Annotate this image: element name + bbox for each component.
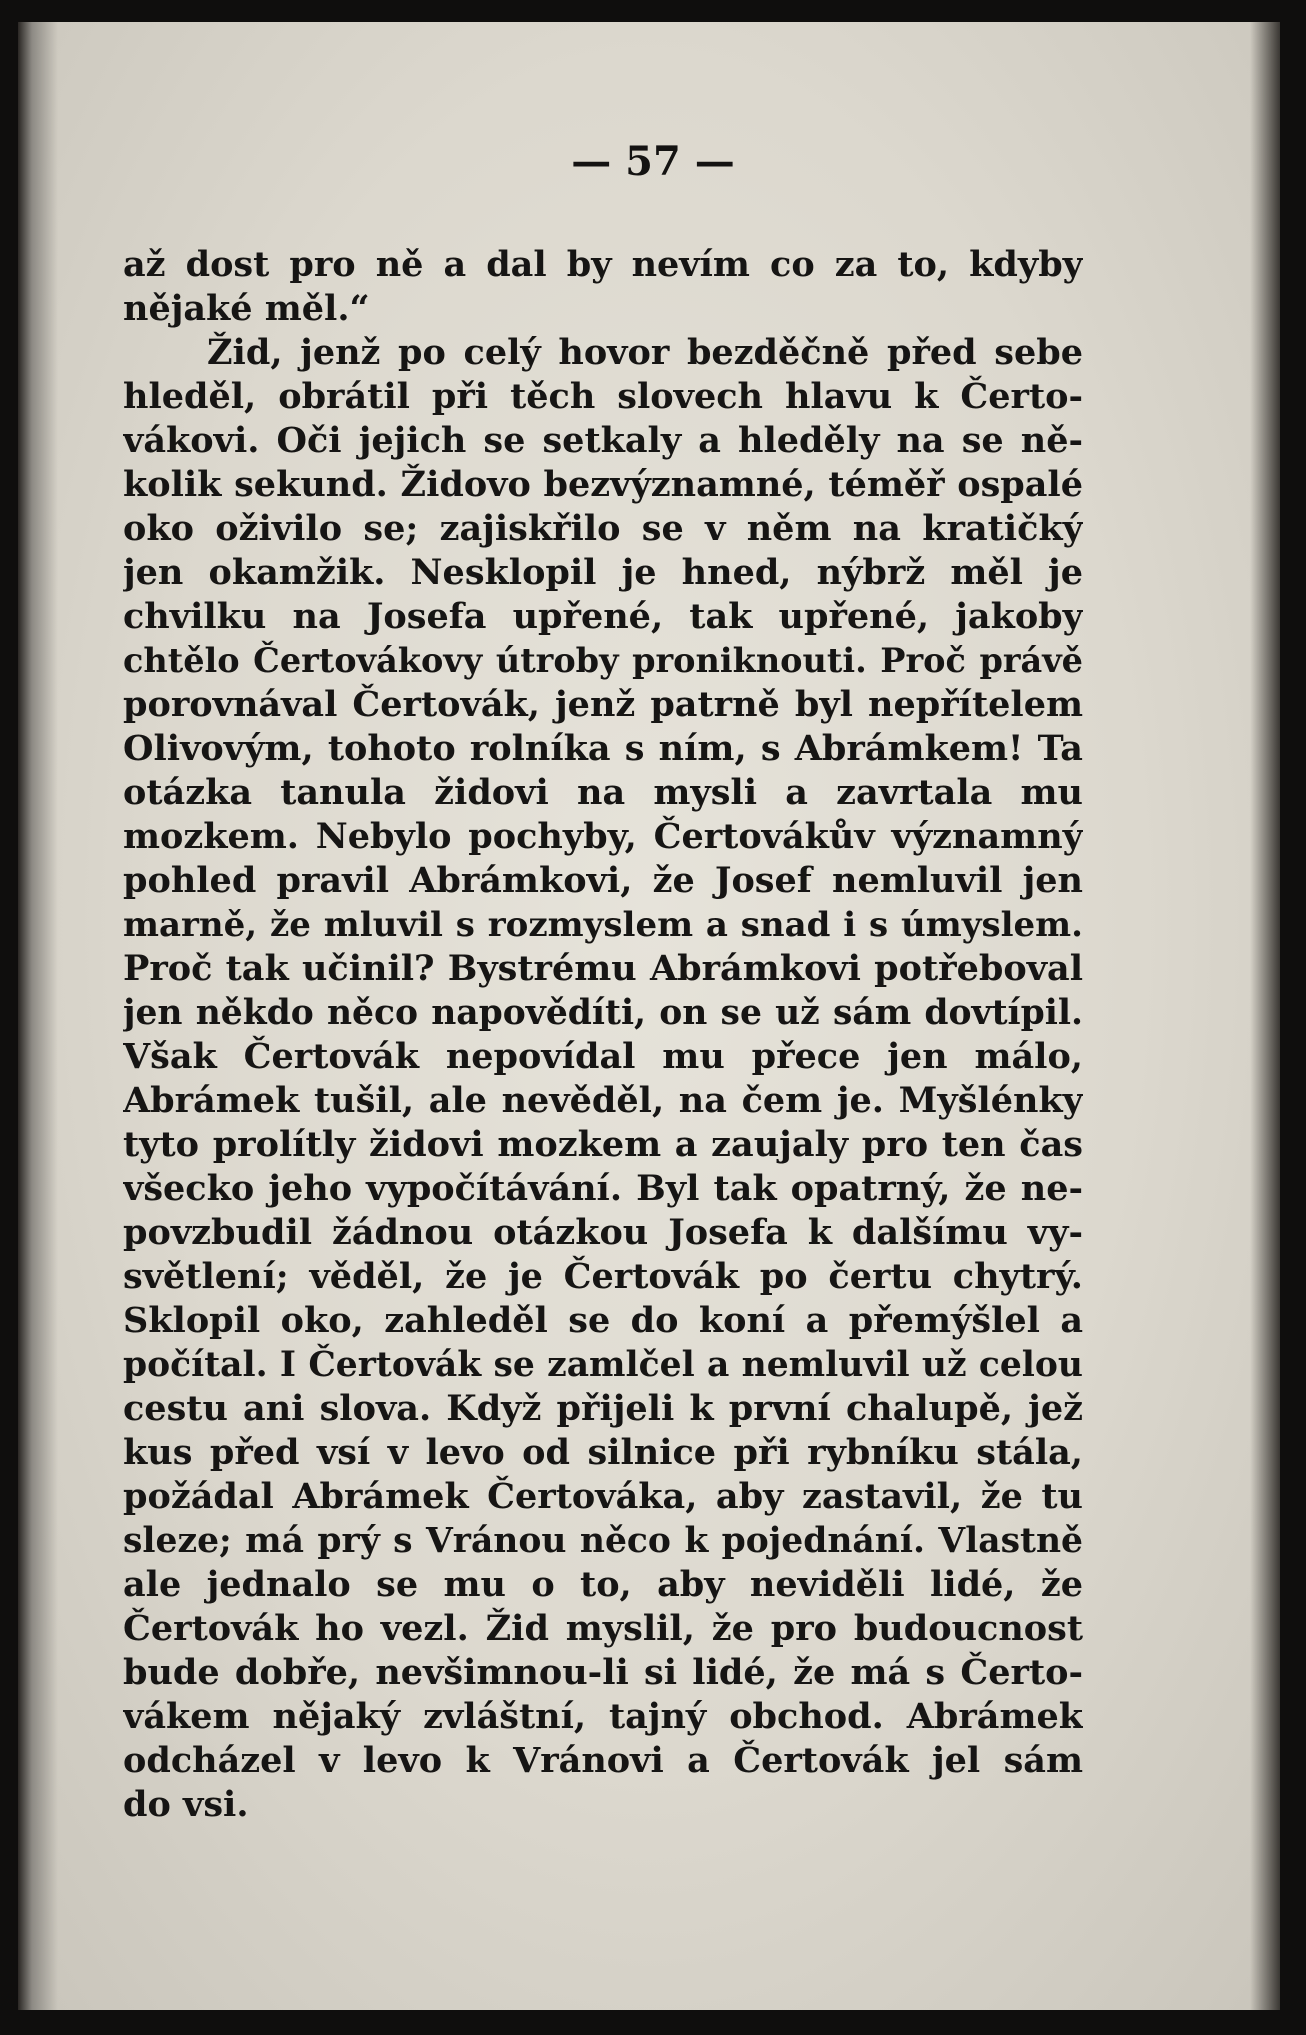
text-line: nějaké měl.“ bbox=[123, 288, 370, 329]
text-line: sleze; má prý s Vránou něco k pojednání. Vlastně bbox=[123, 1521, 1083, 1561]
text-line: Abrámek tušil, ale nevěděl, na čem je. Myšlénky bbox=[123, 1080, 1083, 1121]
text-line: kolik sekund. Židovo bezvýznamné, téměř ospalé bbox=[123, 464, 1083, 505]
page-number: — 57 — bbox=[571, 138, 735, 185]
text-line: otázka tanula židovi na mysli a zavrtala mu bbox=[123, 772, 1083, 813]
text-line: světlení; věděl, že je Čertovák po čertu chytrý. bbox=[123, 1256, 1083, 1297]
text-line: až dost pro ně a dal by nevím co za to, kdyby bbox=[123, 244, 1083, 285]
text-line: jen někdo něco napovědíti, on se už sám dovtípil. bbox=[123, 993, 1083, 1033]
text-line: hleděl, obrátil při těch slovech hlavu k Čerto- bbox=[123, 376, 1083, 417]
text-line: kus před vsí v levo od silnice při rybníku stála, bbox=[123, 1432, 1083, 1473]
binding-shadow bbox=[18, 22, 58, 2010]
text-line: Čertovák ho vezl. Žid myslil, že pro budoucnost bbox=[123, 1608, 1083, 1649]
text-line: povzbudil žádnou otázkou Josefa k dalšímu vy- bbox=[123, 1212, 1083, 1253]
text-line: ale jednalo se mu o to, aby neviděli lidé, že bbox=[123, 1564, 1083, 1605]
text-line: tyto prolítly židovi mozkem a zaujaly pro ten čas bbox=[123, 1124, 1083, 1165]
text-line: mozkem. Nebylo pochyby, Čertovákův významný bbox=[123, 816, 1083, 857]
text-line: počítal. I Čertovák se zamlčel a nemluvil už celou bbox=[123, 1345, 1083, 1385]
text-line: oko oživilo se; zajiskřilo se v něm na kratičký bbox=[123, 508, 1083, 549]
text-line: bude dobře, nevšimnou-li si lidé, že má s Čerto- bbox=[123, 1652, 1083, 1693]
text-line: vákem nějaký zvláštní, tajný obchod. Abrámek bbox=[123, 1696, 1083, 1737]
text-line: marně, že mluvil s rozmyslem a snad i s úmyslem. bbox=[123, 905, 1083, 945]
text-line: cestu ani slova. Když přijeli k první chalupě, jež bbox=[123, 1388, 1083, 1429]
text-line: všecko jeho vypočítávání. Byl tak opatrný, že ne- bbox=[123, 1168, 1083, 1209]
text-line: Sklopil oko, zahleděl se do koní a přemýšlel a bbox=[123, 1300, 1083, 1341]
text-line: do vsi. bbox=[123, 1784, 249, 1825]
text-line: pohled pravil Abrámkovi, že Josef nemluvil jen bbox=[123, 860, 1083, 901]
edge-shadow bbox=[1250, 22, 1280, 2010]
text-line: Proč tak učinil? Bystrému Abrámkovi potřeboval bbox=[123, 948, 1083, 989]
text-line: Olivovým, tohoto rolníka s ním, s Abrámkem! Ta bbox=[123, 728, 1083, 769]
text-line: porovnával Čertovák, jenž patrně byl nepřítelem bbox=[123, 684, 1083, 725]
text-line: chtělo Čertovákovy útroby proniknouti. Proč právě bbox=[123, 641, 1083, 680]
text-line: Však Čertovák nepovídal mu přece jen málo, bbox=[123, 1036, 1083, 1077]
text-line: požádal Abrámek Čertováka, aby zastavil, že tu bbox=[123, 1476, 1083, 1517]
text-line: odcházel v levo k Vránovi a Čertovák jel sám bbox=[123, 1740, 1083, 1781]
text-line: vákovi. Oči jejich se setkaly a hleděly na se ně- bbox=[123, 420, 1083, 461]
text-line: Žid, jenž po celý hovor bezděčně před sebe bbox=[207, 332, 1083, 373]
text-line: chvilku na Josefa upřené, tak upřené, jakoby bbox=[123, 596, 1083, 637]
body-text bbox=[123, 243, 1083, 1827]
text-line: jen okamžik. Nesklopil je hned, nýbrž měl je bbox=[123, 552, 1083, 593]
